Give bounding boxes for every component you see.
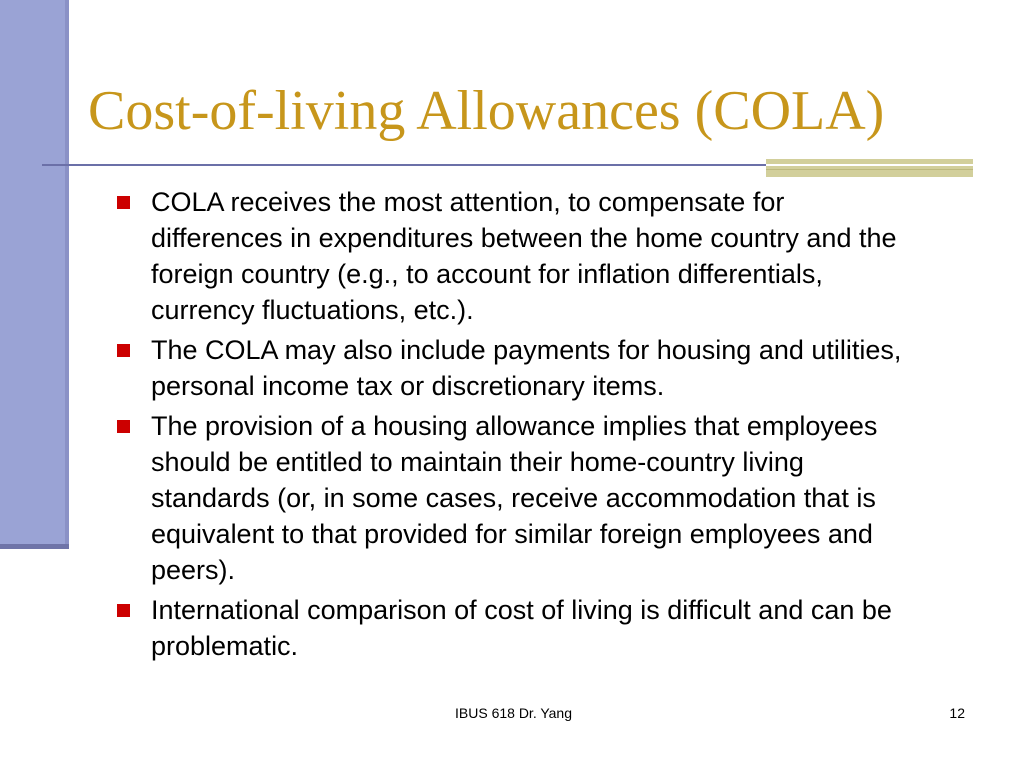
bullet-item <box>115 592 915 664</box>
side-decoration-edge <box>65 0 69 549</box>
bullet-text: International comparison of cost of living is difficult and can be problematic. <box>151 595 892 661</box>
square-bullet-icon <box>117 344 130 357</box>
bullet-item <box>115 184 915 328</box>
bullet-item <box>115 408 915 588</box>
footer-text: IBUS 618 Dr. Yang <box>455 705 572 721</box>
bullet-item <box>115 332 915 404</box>
square-bullet-icon <box>117 604 130 617</box>
bullet-text: The provision of a housing allowance implies that employees should be entitled to maintain their home-country living standards (or, in some cases, receive accommodation that is equivalent to that provided for similar foreign employees and peers). <box>151 411 878 585</box>
side-decoration-band <box>0 0 67 549</box>
bullet-list <box>115 184 915 668</box>
square-bullet-icon <box>117 196 130 209</box>
slide-title: Cost-of-living Allowances (COLA) <box>88 80 885 142</box>
page-number: 12 <box>949 705 965 721</box>
title-accent-bar <box>766 159 973 177</box>
square-bullet-icon <box>117 420 130 433</box>
bullet-text: The COLA may also include payments for housing and utilities, personal income tax or discretionary items. <box>151 335 902 401</box>
bullet-text: COLA receives the most attention, to compensate for differences in expenditures between the home country and the foreign country (e.g., to account for inflation differentials, currency fluctuations, etc.). <box>151 187 897 325</box>
side-decoration-shadow <box>0 544 69 549</box>
